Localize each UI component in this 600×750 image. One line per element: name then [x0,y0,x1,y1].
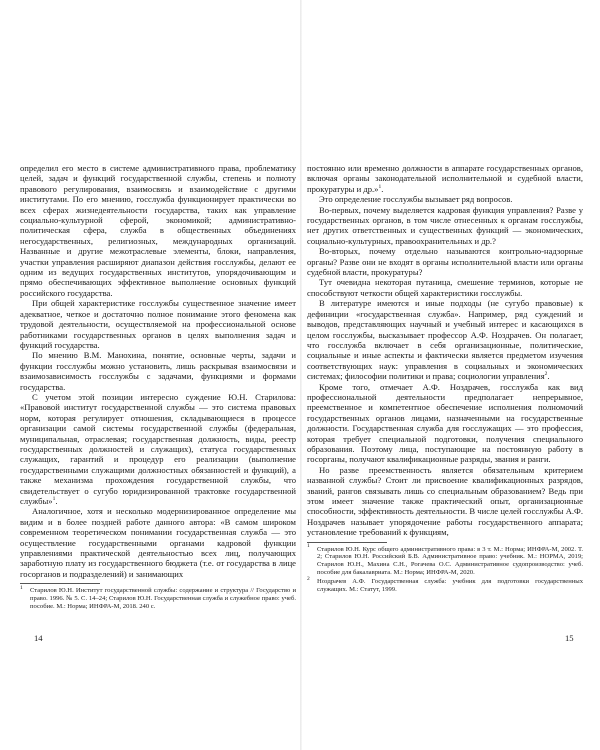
paragraph: Кроме того, отмечает А.Ф. Ноздрачев, госслужба как вид профессиональной деятельности предполагает непрерывное, преемственное и компетентное обеспечение исполнения полномочий государственных органов лицами, назначенными на государственные должности. Государственная служба для госслужащих — это профессия, которая требует специальной подготовки, получения специального образования. Поэтому лица, поступающие на постоянную работу в госорганы, получают квалификационные разряды, звания и ранги. [307,381,583,465]
footnote: 2 Ноздрачев А.Ф. Государственная служба: учебник для подготовки государственных служащих. М.: Статут, 1999. [307,575,583,593]
footnote-divider [307,542,387,543]
book-gutter [300,0,302,750]
footnote: 1 Старилов Ю.Н. Курс общего административного права: в 3 т. М.: Норма; ИНФРА-М, 2002. Т. 2; Старилов Ю.Н. Российский Б.В. Административное право: учебник. М.: НОРМА, 2019; Старилов Ю.Н., Махина С.Н., Рогачева О.С. Административное судопроизводство: учеб. пособие для бакалавриата. М.: Норма; ИНФРА-М, 2020. [307,543,583,577]
footnote-text: Ноздрачев А.Ф. Государственная служба: учебник для подготовки государственных служащих. М.: Статут, 1999. [317,577,583,593]
paragraph: Тут очевидна некоторая путаница, смешение терминов, которые не способствуют четкости общей характеристики госслужбы. [307,277,583,298]
paragraph: По мнению В.М. Манохина, понятие, основные черты, задачи и функции госслужбы можно установить, лишь раскрывая взаимосвязи и взаимозависимость госслужбы с задачами, функциями и формами государства. [20,350,296,392]
footnote-reference: 2 [544,371,548,378]
page-number-left: 14 [34,633,43,643]
right-page-body [307,163,583,538]
right-page-footnotes [307,543,583,594]
paragraph: Но разве преемственность является обязательным критерием названной службы? Стоит ли присвоение квалификационных разрядов, званий, рангов связывать лишь со специальным образованием? Ведь при этом имеет значение также практический опыт, организационные способности, эффективность деятельности. В числе целей госслужбы А.Ф. Ноздрачев называет упорядочение работы государственного аппарата; установление требований к функциям, [307,464,583,538]
paragraph: В литературе имеются и иные подходы (не сугубо правовые) к дефиниции «государственная служба». Например, ряд суждений и выводов, представляющих научный и учебный интерес и касающихся в целом госслужбы, высказывает профессор А.Ф. Ноздрачев. Он полагает, что госслужба включает в себя организационные, политические, социальные и иные аспекты и фактически является предметом изучения соответствующих наук: управления в социальных и экономических системах; философии политики и права; социологии управления$^2$. [307,298,583,382]
right-page [307,163,583,594]
paragraph-text: С учетом этой позиции интересно суждение Ю.Н. Старилова: «Правовой институт государственной службы — это система правовых норм, которая регулирует отношения, складывающиеся в процессе организации самой системы государственной службы (федеральная, муниципальная, отраслевая; государственная должность, виды, реестр государственных должностей и служащих), статуса государственных служащих, гарантий и процедур его реализации (выполнение государственными служащими должностных обязанностей и функций), а также механизма прохождения государственной службы, что свидетельствует о сугубо юридизированной трактовке государственной службы» [20,391,296,506]
paragraph-text: постоянно или временно должности в аппарате государственных органов, включая органы законодательной исполнительной и судебной власти, прокуратуры и др.» [307,163,583,194]
paragraph: При общей характеристике госслужбы существенное значение имеет адекватное, четкое и достаточно полное понимание этого феномена как трудовой деятельности, осуществляемой на профессиональной основе работниками государственных органов в целях выполнения задач и функций государства. [20,298,296,350]
paragraph: Это определение госслужбы вызывает ряд вопросов. [319,194,513,205]
paragraph: постоянно или временно должности в аппарате государственных органов, включая органы законодательной исполнительной и судебной власти, прокуратуры и др.»$^1$. [307,163,583,194]
paragraph: Во-вторых, почему отдельно называются контрольно-надзорные органы? Разве они не входят в органы исполнительной власти или органы судебной власти, прокуратуры? [307,246,583,278]
footnote: 1 Старилов Ю.Н. Институт государственной службы: содержание и структура // Государство и право. 1996. № 5. С. 14–24; Старилов Ю.Н. Государственная служба и служебное право: учеб. пособие. М.: Норма; ИНФРА-М, 2018. 240 с. [20,585,296,610]
paragraph-text: В литературе имеются и иные подходы (не сугубо правовые) к дефиниции «государственная служба». Например, ряд суждений и выводов, представляющих научный и учебный интерес и касающихся в целом госслужбы, высказывает профессор А.Ф. Ноздрачев. Он полагает, что госслужба включает в себя организационные, политические, социальные и иные аспекты и фактически является предметом изучения соответствующих наук: управления в социальных и экономических системах; философии политики и права; социологии управления [307,298,583,382]
paragraph: С учетом этой позиции интересно суждение Ю.Н. Старилова: «Правовой институт государственной службы — это система правовых норм, которая регулирует отношения, складывающиеся в процессе организации самой системы государственной службы (федеральная, муниципальная, отраслевая; государственная должность, виды, реестр государственных должностей и служащих), статуса государственных служащих, гарантий и процедур его реализации (выполнение государственными служащими должностных обязанностей и функций), а также механизма прохождения государственной службы, что свидетельствует о сугубо юридизированной трактовке государственной службы»$^1$. [20,391,296,506]
paragraph: Аналогичное, хотя и несколько модернизированное определение мы видим и в более поздней работе данного автора: «В самом широком современном теоретическом понимании государственная служба — это осуществление государственными органами кадровой функции управлениями практической деятельностью всех лиц, получающих заработную плату из государственного бюджета (т.е. от государства в лице госорганов и подразделений) и занимающих [20,506,296,579]
paragraph: определил его место в системе административного права, проблематику целей, задач и функций государственной службы, степень и полноту правового регулирования, взаимосвязь и взаимодействие с другими институтами. По его мнению, госслужба функционирует практически во всех сферах жизнедеятельности государства, таких как управление социально-культурной сферой, экономикой; административно-политическая сфера, служба в общественных объединениях негосударственных, религиозных, международных организаций. Названные и другие межотраслевые элементы, блоки, направления, участки управления расширяют диапазон действия госслужбы, делают ее одним из ведущих государственных институтов, упорядочивающим и прямо обеспечивающих эффективное выполнение основных функций российского государства. [20,163,296,298]
footnote-reference: 1 [52,496,56,503]
footnote-text: Старилов Ю.Н. Курс общего административного права: в 3 т. М.: Норма; ИНФРА-М, 2002. Т. 2; Старилов Ю.Н. Российский Б.В. Административное право: учебник. М.: НОРМА, 2019; Старилов Ю.Н., Махина С.Н., Рогачева О.С. Административное судопроизводство: учеб. пособие для бакалавриата. М.: Норма; ИНФРА-М, 2020. [317,545,583,577]
left-page [20,163,296,612]
page-number-right: 15 [565,633,574,643]
paragraph: Во-первых, почему выделяется кадровая функция управления? Разве у государственных органов, в том числе отнесенных к органам госслужбы, нет других ответственных и существенных функций — экономических, социально-культурных, правоохранительных и др.? [307,204,583,246]
footnote-divider [20,583,100,584]
footnote-reference: 1 [378,183,382,190]
left-page-body [20,163,296,579]
footnote-text: Старилов Ю.Н. Институт государственной службы: содержание и структура // Государство и право. 1996. № 5. С. 14–24; Старилов Ю.Н. Государственная служба и служебное право: учеб. пособие. М.: Норма; ИНФРА-М, 2018. 240 с. [30,587,296,610]
left-page-footnotes [20,587,296,610]
